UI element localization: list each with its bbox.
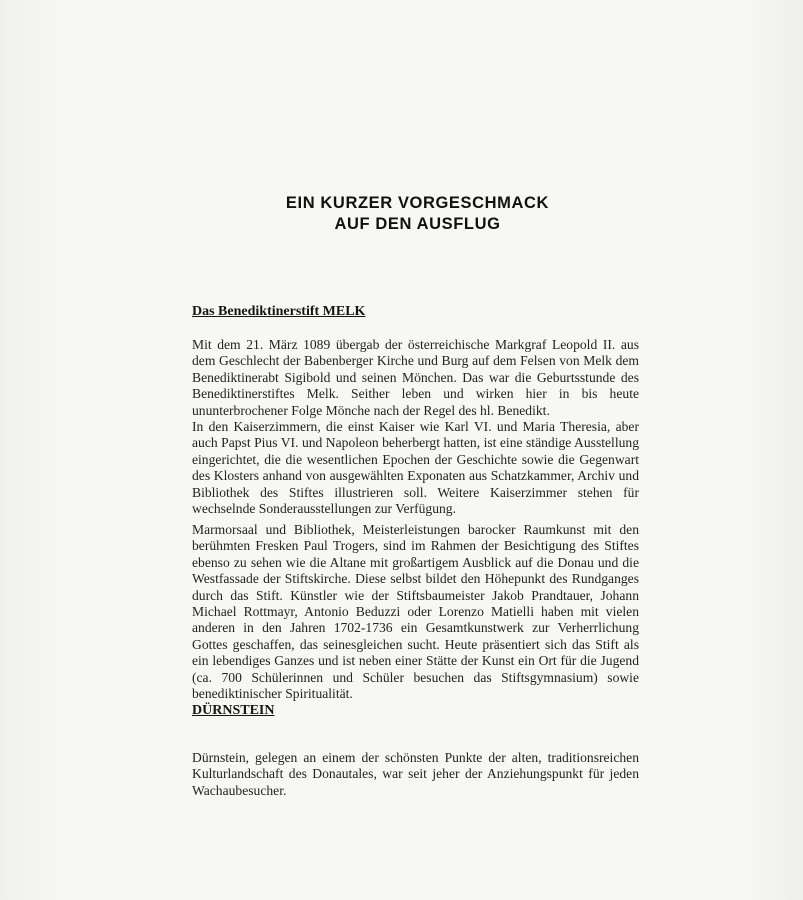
- section-body-melk: [192, 337, 639, 517]
- section-heading-melk: Das Benediktinerstift MELK: [192, 304, 366, 319]
- section-body-duernstein: [192, 750, 639, 799]
- paragraph: In den Kaiserzimmern, die einst Kaiser wie Karl VI. und Maria Theresia, aber auch Papst Pius VI. und Napoleon beherbergt hatten, ist eine ständige Ausstellung eingerichtet, die die wesentlichen Epochen der Geschichte sowie die Gegenwart des Klosters anhand von ausgewählten Exponaten aus Schatzkammer, Archiv und Bibliothek des Stiftes illustrieren soll. Weitere Kaiserzimmer stehen für wechselnde Sonderausstellungen zur Verfügung.: [192, 419, 639, 517]
- section-body-melk-2: [192, 522, 639, 702]
- page-title-line-1: EIN KURZER VORGESCHMACK: [285, 194, 550, 212]
- page-title: [190, 193, 645, 235]
- section-heading-duernstein: DÜRNSTEIN: [192, 703, 275, 718]
- page-title-line-2: AUF DEN AUSFLUG: [334, 215, 501, 233]
- paragraph: Marmorsaal und Bibliothek, Meisterleistungen barocker Raumkunst mit den berühmten Fresken Paul Trogers, sind im Rahmen der Besichtigung des Stiftes ebenso zu sehen wie die Altane mit großartigem Ausblick auf die Donau und die Westfassade der Stiftskirche. Diese selbst bildet den Höhepunkt des Rundganges durch das Stift. Künstler wie der Stiftsbaumeister Jakob Prandtauer, Johann Michael Rottmayr, Antonio Beduzzi oder Lorenzo Matielli haben mit vielen anderen in den Jahren 1702-1736 ein Gesamtkunstwerk zur Verherrlichung Gottes geschaffen, das seinesgleichen sucht. Heute präsentiert sich das Stift als ein lebendiges Ganzes und ist neben einer Stätte der Kunst ein Ort für die Jugend (ca. 700 Schülerinnen und Schüler besuchen das Stiftsgymnasium) sowie benediktinischer Spiritualität.: [192, 522, 639, 702]
- paragraph: Mit dem 21. März 1089 übergab der österreichische Markgraf Leopold II. aus dem Geschlecht der Babenberger Kirche und Burg auf dem Felsen von Melk dem Benediktinerabt Sigibold und seinen Mönchen. Das war die Geburtsstunde des Benediktinerstiftes Melk. Seither leben und wirken hier in bis heute ununterbrochener Folge Mönche nach der Regel des hl. Benedikt.: [192, 337, 639, 418]
- paragraph: Dürnstein, gelegen an einem der schönsten Punkte der alten, traditionsreichen Kulturlandschaft des Donautales, war seit jeher der Anziehungspunkt für jeden Wachaubesucher.: [192, 750, 639, 798]
